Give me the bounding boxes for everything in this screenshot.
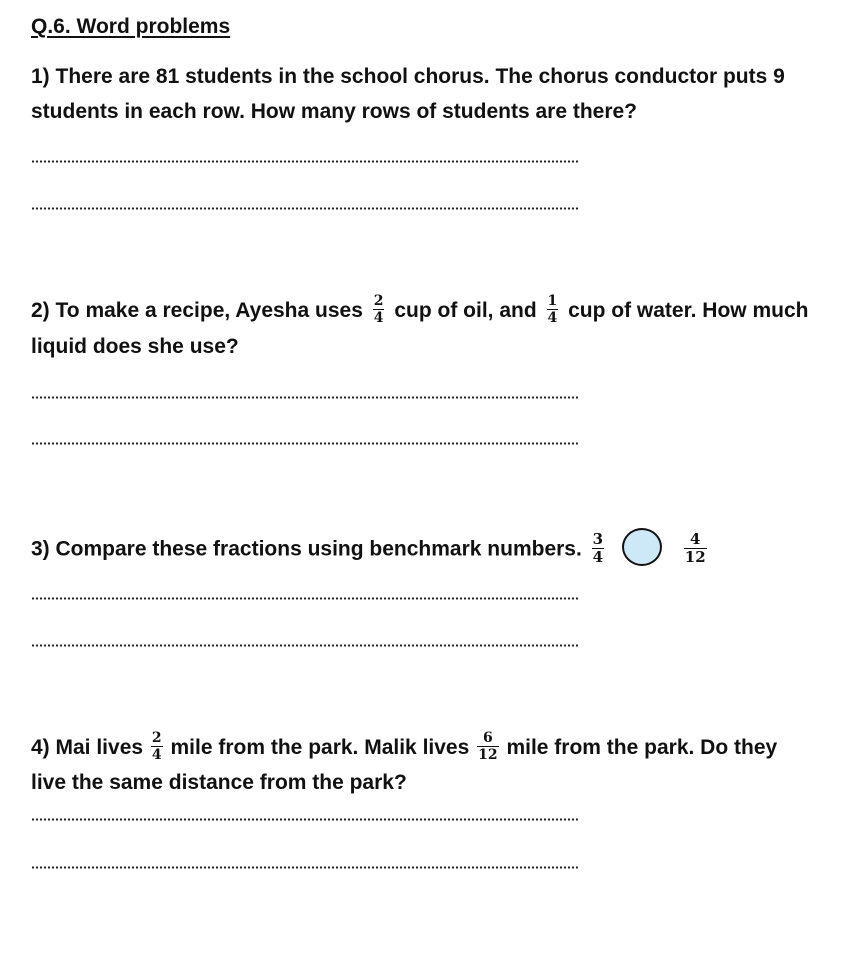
- q4-text-part-c: mile from the park. Do they: [506, 736, 778, 760]
- q2-fraction-water-numerator: 1: [547, 293, 558, 309]
- q3-fraction-right-numerator: 4: [690, 529, 701, 548]
- q3-answer-line-1[interactable]: [31, 597, 579, 600]
- q4-text-line-1: [31, 730, 778, 764]
- q3-fraction-right: [684, 529, 707, 566]
- q2-text-line-2: liquid does she use?: [31, 335, 239, 358]
- q2-text-part-c: cup of water. How much: [568, 299, 809, 323]
- q4-text-line-2: live the same distance from the park?: [31, 771, 407, 794]
- q4-fraction-malik-numerator: 6: [482, 730, 493, 746]
- q2-fraction-water-denominator: 4: [547, 310, 558, 326]
- q1-text-line-1: 1) There are 81 students in the school chorus. The chorus conductor puts 9: [31, 65, 785, 88]
- q3-fraction-left-numerator: 3: [592, 529, 604, 548]
- q2-fraction-water: [547, 294, 559, 325]
- q2-answer-line-1[interactable]: [31, 396, 579, 399]
- q4-fraction-malik-denominator: 12: [478, 747, 498, 763]
- q3-text-line: [31, 531, 711, 569]
- q3-text: 3) Compare these fractions using benchmark numbers.: [31, 537, 582, 561]
- q4-text-part-b: mile from the park. Malik lives: [170, 736, 470, 760]
- q3-fraction-left-denominator: 4: [592, 547, 604, 566]
- comparison-circle[interactable]: [622, 528, 662, 566]
- q3-fraction-right-denominator: 12: [684, 547, 706, 566]
- q1-text-line-2: students in each row. How many rows of students are there?: [31, 100, 638, 123]
- q4-fraction-malik: [477, 731, 498, 762]
- q1-answer-line-2[interactable]: [31, 207, 579, 210]
- q2-fraction-oil-numerator: 2: [373, 293, 384, 309]
- q4-fraction-mai-denominator: 4: [151, 747, 162, 763]
- q2-text-part-b: cup of oil, and: [394, 299, 537, 323]
- q2-fraction-oil: [373, 294, 385, 325]
- q4-text-part-a: 4) Mai lives: [31, 736, 144, 760]
- q4-fraction-mai: [151, 731, 163, 762]
- q2-answer-line-2[interactable]: [31, 442, 579, 445]
- q1-answer-line-1[interactable]: [31, 160, 579, 163]
- q4-answer-line-2[interactable]: [31, 866, 579, 869]
- q2-text-line-1: [31, 293, 809, 327]
- q3-answer-line-2[interactable]: [31, 644, 579, 647]
- q3-fraction-left: [592, 529, 604, 566]
- q2-text-part-a: 2) To make a recipe, Ayesha uses: [31, 299, 363, 323]
- q2-fraction-oil-denominator: 4: [373, 310, 384, 326]
- worksheet-heading: Q.6. Word problems: [31, 15, 231, 38]
- q4-answer-line-1[interactable]: [31, 818, 579, 821]
- q4-fraction-mai-numerator: 2: [151, 730, 162, 746]
